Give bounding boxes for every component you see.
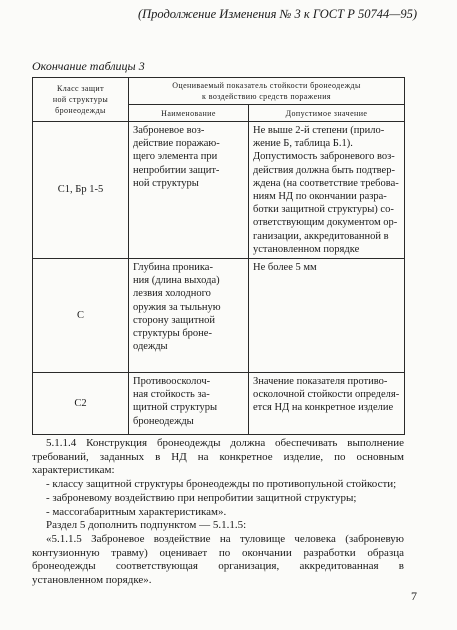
specification-table [32,77,405,435]
class-cell: С1, Бр 1-5 [33,122,129,259]
class-cell: С2 [33,373,129,435]
table-row [33,373,405,435]
indicator-name-cell: Глубина проника- ния (длина выхода) лезвия холодного оружия за тыльную сторону защитной структуры броне- одежды [129,259,249,373]
paragraph: 5.1.1.4 Конструкция бронеодежды должна обеспечивать выполнение требований, заданных в НД на конкретное изделие, по основным характеристикам: [32,437,404,477]
table-row [33,259,405,373]
list-item: - заброневому воздействию при непробитии защитной структуры; [46,491,357,504]
paragraph: «5.1.1.5 Заброневое воздействие на туловище человека (заброневую контузионную травму) оценивает по окончании разработки образца бронеодежды соответствующая организация, аккредитованная в установленном порядке». [32,532,404,587]
header-group-cell: Оцениваемый показатель стойкости бронеодежды к воздействию средств поражения [129,78,405,105]
list-item: - массогабаритным характеристикам». [46,505,227,518]
table-row [33,122,405,259]
indicator-value-cell: Значение показателя противо- осколочной стойкости определя- ется НД на конкретное изделие [249,373,405,435]
page-number: 7 [411,589,417,603]
body-text [32,437,404,588]
indicator-value-cell: Не выше 2-й степени (прило- жение Б, таблица Б.1). Допустимость заброневого воз- действия должна быть подтвер- ждена (на соответствие требова- ниям НД по окончании разра- ботки защитной структуры) со- ответствующим документом ор- ганизации, аккредитованной в установленном порядке [249,122,405,259]
paragraph: Раздел 5 дополнить подпунктом — 5.1.1.5: [46,519,247,532]
class-cell: С [33,259,129,373]
indicator-value-cell: Не более 5 мм [249,259,405,373]
table-header-row [33,78,405,105]
indicator-name-cell: Противоосколоч- ная стойкость за- щитной структуры бронеодежды [129,373,249,435]
table-caption: Окончание таблицы 3 [32,59,145,73]
list-item: - классу защитной структуры бронеодежды по противопульной стойкости; [46,478,397,491]
header-value-cell: Допустимое значение [249,105,405,122]
header-name-cell: Наименование [129,105,249,122]
header-class-cell: Класс защит ной структуры бронеодежды [33,78,129,122]
indicator-name-cell: Заброневое воз- действие поражаю- щего элемента при непробитии защит- ной структуры [129,122,249,259]
page-header: (Продолжение Изменения № 3 к ГОСТ Р 50744—95) [137,7,417,21]
